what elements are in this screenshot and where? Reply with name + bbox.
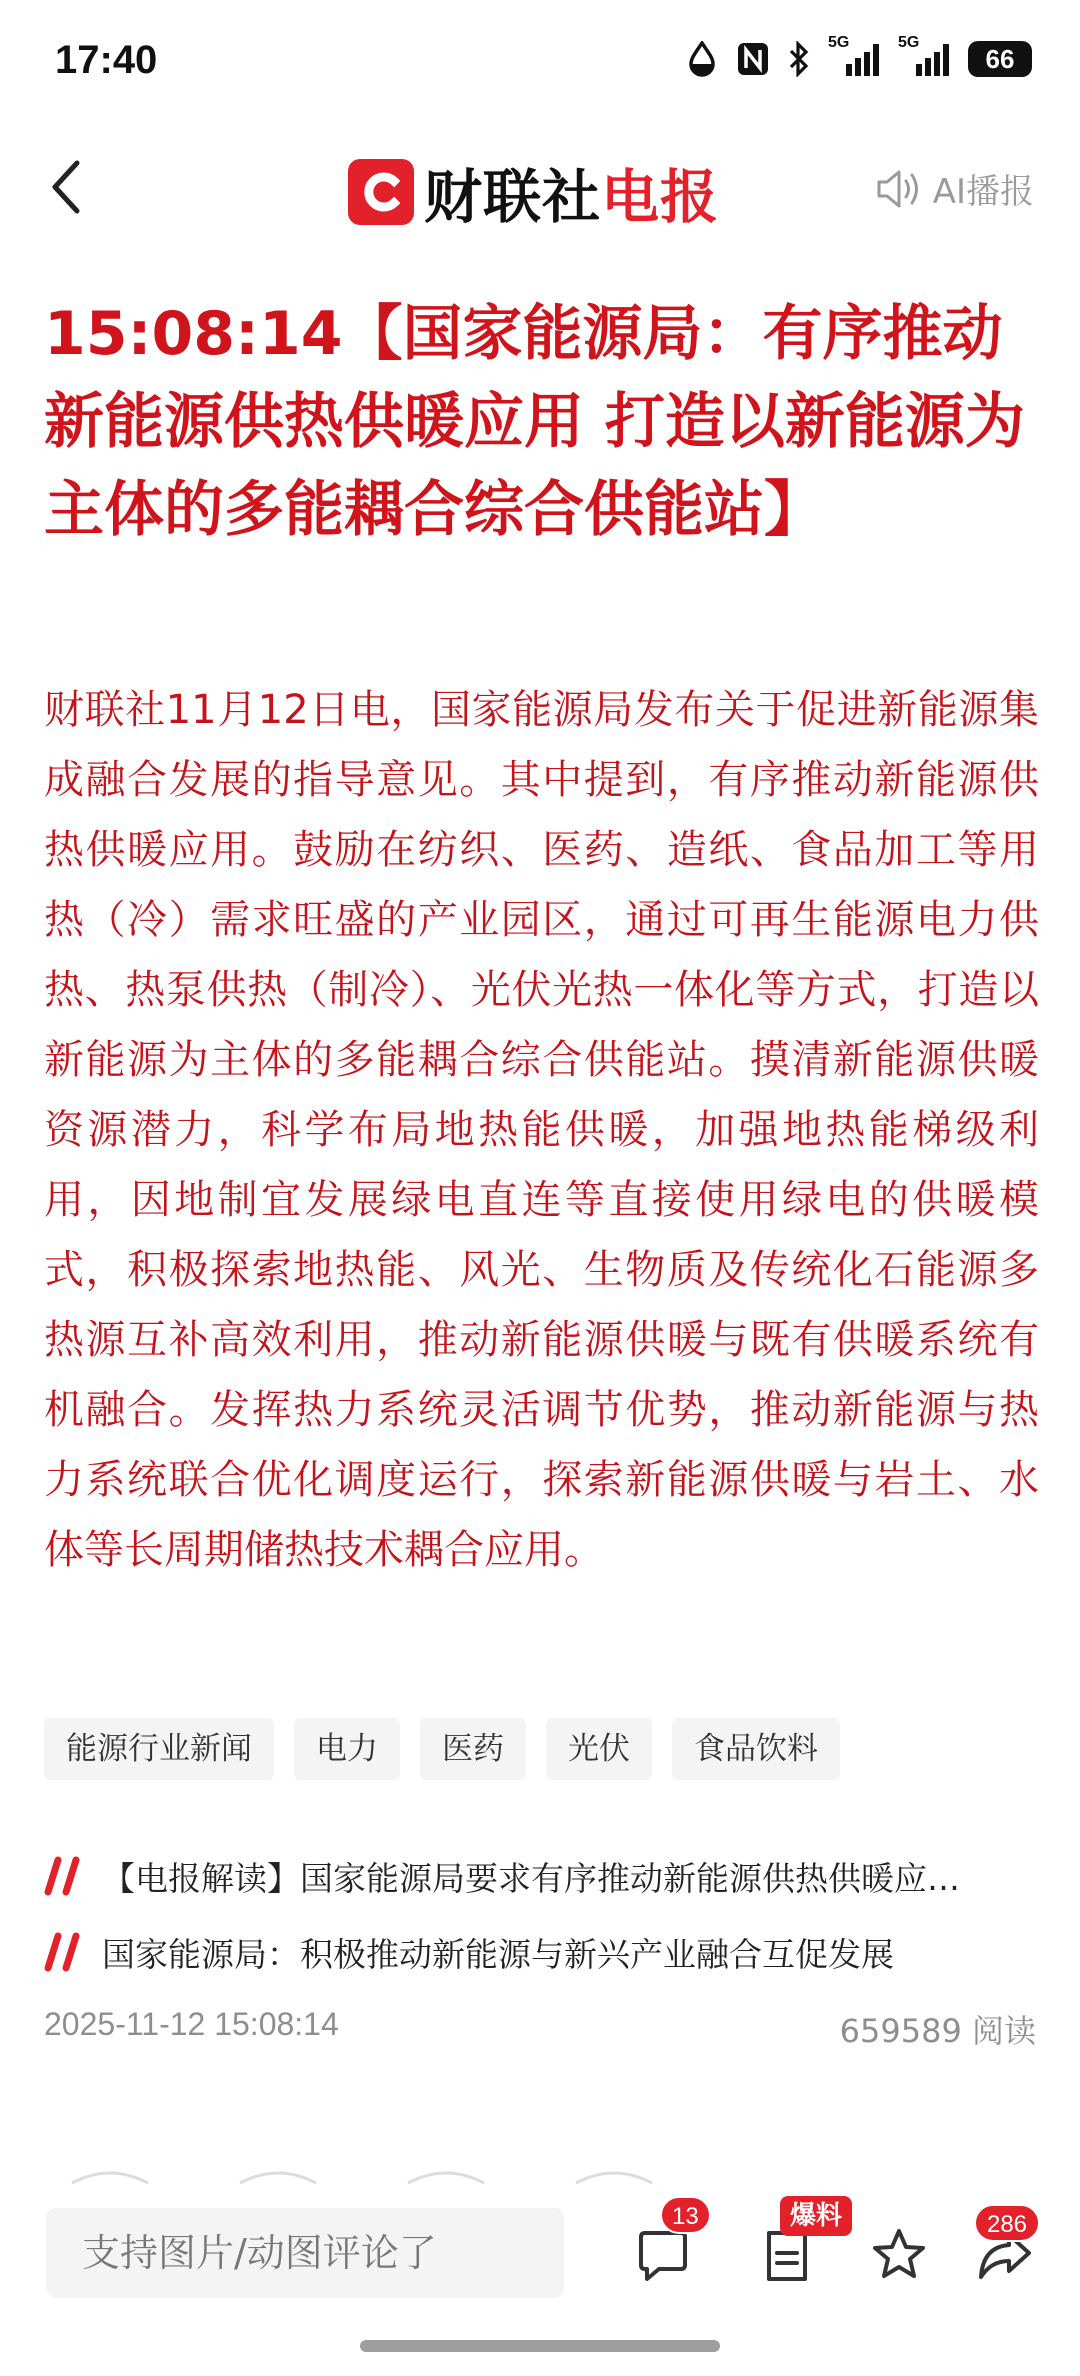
- battery-icon: [968, 41, 1032, 77]
- share-count-badge: 286: [974, 2204, 1040, 2242]
- signal-2: [898, 34, 950, 78]
- related-link-text: 【电报解读】国家能源局要求有序推动新能源供热供暖应…: [102, 1858, 960, 1898]
- app-header: [0, 130, 1080, 240]
- tag-chip[interactable]: 电力: [294, 1718, 400, 1780]
- signal-icon: [898, 40, 950, 78]
- drop-icon: [686, 41, 718, 77]
- back-icon: [49, 159, 83, 215]
- tag-list: [44, 1718, 840, 1780]
- avatar-row-edge: [0, 2165, 1080, 2185]
- slash-icon: [44, 1856, 90, 1896]
- article-meta: [44, 2006, 1036, 2052]
- nfc-icon: [736, 41, 770, 77]
- favorite-button[interactable]: [864, 2220, 934, 2290]
- tag-chip[interactable]: 医药: [420, 1718, 526, 1780]
- status-time: 17:40: [55, 38, 158, 82]
- battery-level: 66: [985, 43, 1015, 74]
- signal-icon: [828, 40, 880, 78]
- report-badge: 爆料: [780, 2196, 852, 2236]
- speaker-icon: [875, 168, 923, 210]
- tag-chip[interactable]: 光伏: [546, 1718, 652, 1780]
- related-news: [44, 1838, 1044, 1990]
- tag-chip[interactable]: 能源行业新闻: [44, 1718, 274, 1780]
- network-label-1: 5G: [828, 34, 850, 51]
- slash-icon: [44, 1932, 90, 1972]
- comment-icon: [635, 2227, 691, 2283]
- bluetooth-icon: [788, 41, 810, 77]
- status-icons: [686, 34, 1032, 78]
- publish-time: 2025-11-12 15:08:14: [44, 2006, 339, 2042]
- back-button[interactable]: [36, 152, 96, 222]
- star-icon: [869, 2225, 929, 2285]
- comment-count-badge: 13: [660, 2196, 711, 2234]
- brand-name-part2: 电报: [601, 163, 720, 231]
- read-count: 659589 阅读: [839, 2012, 1036, 2050]
- brand: [348, 150, 719, 234]
- ai-play-label: AI播报: [932, 172, 1034, 212]
- related-link[interactable]: [44, 1914, 1044, 1990]
- brand-logo-icon: [348, 159, 414, 225]
- article-body: 财联社11月12日电，国家能源局发布关于促进新能源集成融合发展的指导意见。其中提到，有序推动新能源供热供暖应用。鼓励在纺织、医药、造纸、食品加工等用热（冷）需求旺盛的产业园区，通过可再生能源电力供热、热泵供热（制冷）、光伏光热一体化等方式，打造以新能源为主体的多能耦合综合供能站。摸清新能源供暖资源潜力，科学布局地热能供暖，加强地热能梯级利用，因地制宜发展绿电直连等直接使用绿电的供暖模式，积极探索地热能、风光、生物质及传统化石能源多热源互补高效利用，推动新能源供暖与既有供暖系统有机融合。发挥热力系统灵活调节优势，推动新能源与热力系统联合优化调度运行，探索新能源供暖与岩土、水体等长周期储热技术耦合应用。: [44, 687, 1039, 1573]
- comment-input[interactable]: 支持图片/动图评论了: [46, 2208, 564, 2298]
- status-bar: [0, 0, 1080, 120]
- brand-name: [424, 150, 719, 234]
- tag-chip[interactable]: 食品饮料: [672, 1718, 840, 1780]
- signal-1: [828, 34, 880, 78]
- home-indicator[interactable]: [360, 2340, 720, 2352]
- network-label-2: 5G: [898, 34, 920, 51]
- related-link[interactable]: [44, 1838, 1044, 1914]
- brand-name-part1: 财联社: [424, 163, 602, 231]
- article-title: 15:08:14【国家能源局：有序推动新能源供热供暖应用 打造以新能源为主体的多能耦合综合供能站】: [44, 299, 1025, 545]
- ai-play-button[interactable]: [875, 164, 1034, 213]
- related-link-text: 国家能源局：积极推动新能源与新兴产业融合互促发展: [102, 1934, 894, 1974]
